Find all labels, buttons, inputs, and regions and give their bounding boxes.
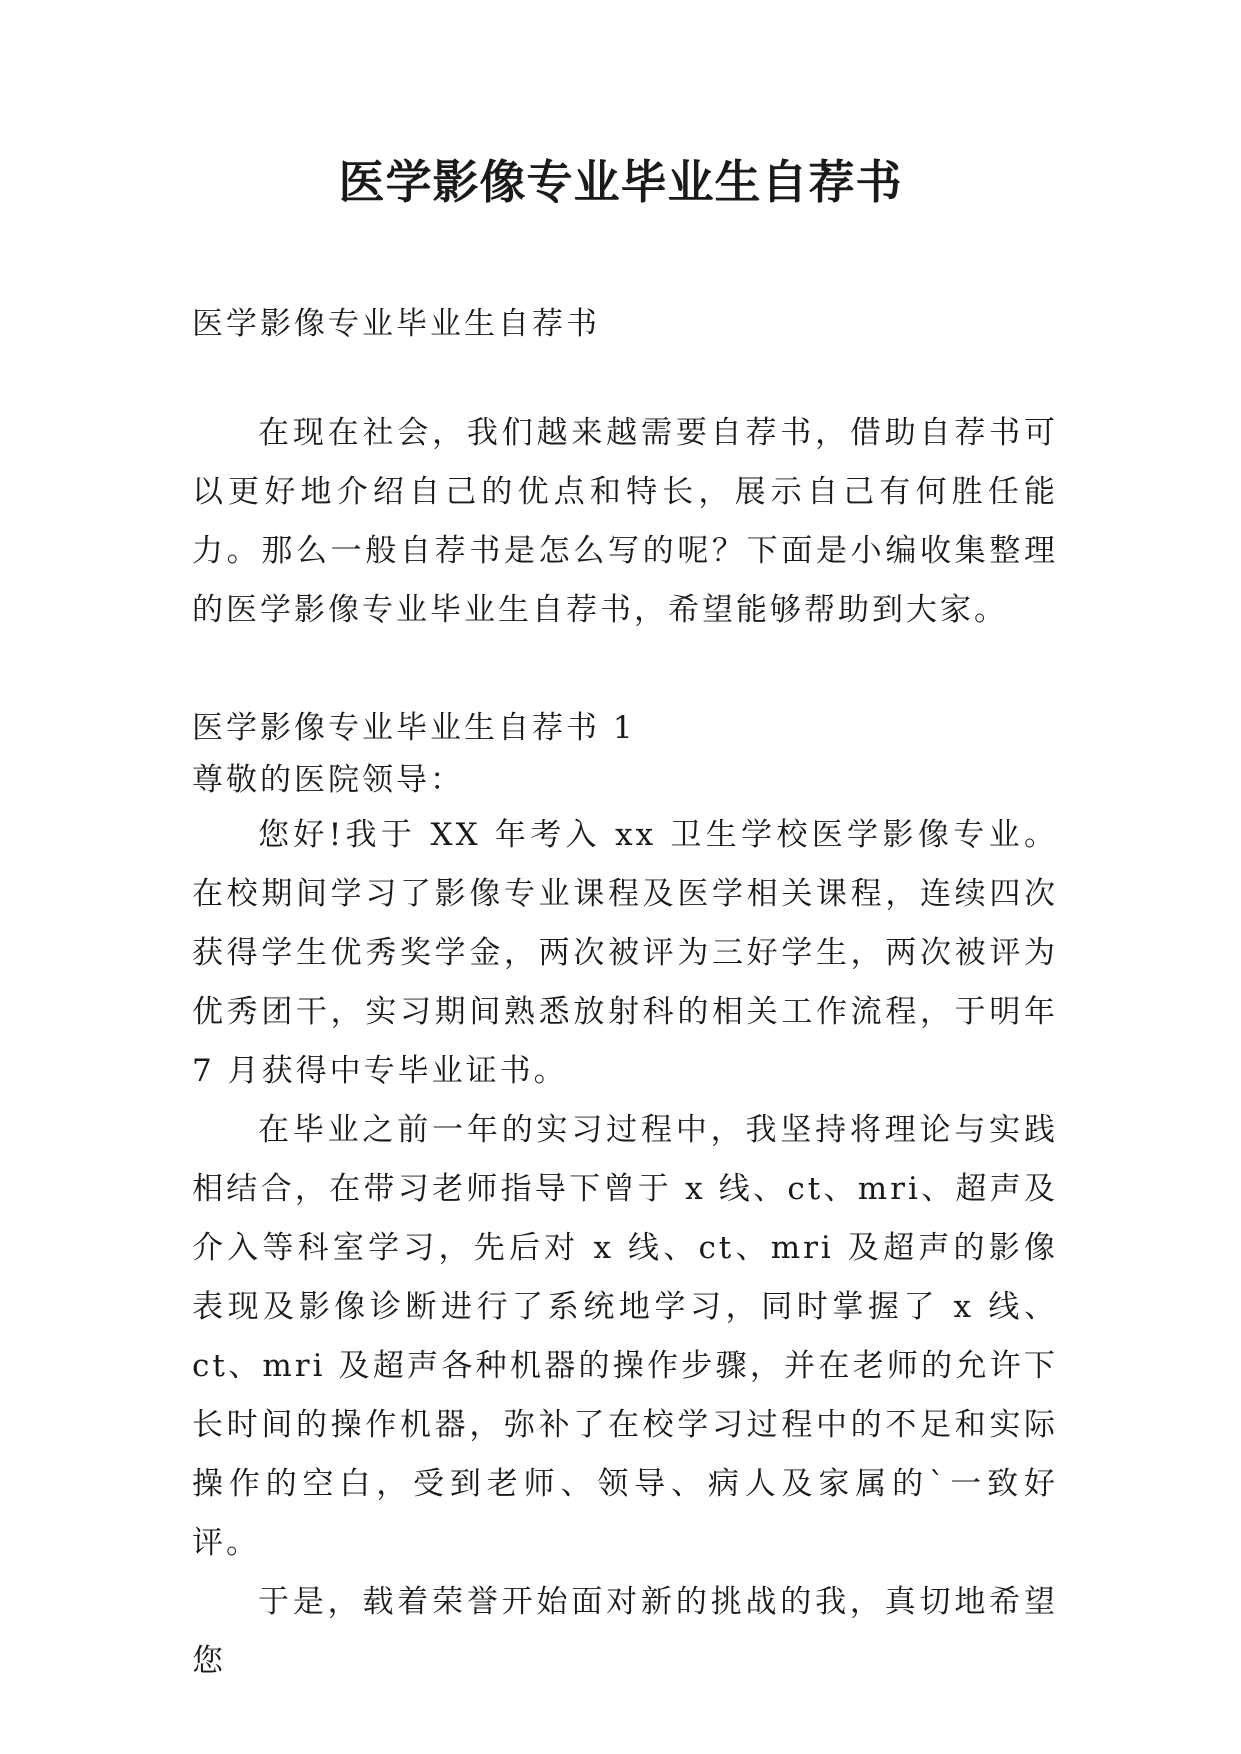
letter-salutation: 尊敬的医院领导： [192,762,464,798]
document-title: 医学影像专业毕业生自荐书 [338,155,903,209]
intro-paragraph: 在现在社会，我们越来越需要自荐书，借助自荐书可以更好地介绍自己的优点和特长，展示自己有何胜任能力。那么一般自荐书是怎么写的呢？下面是小编收集整理的医学影像专业毕业生自荐书，希望能够帮助到大家。 [192,415,1058,628]
subtitle-text: 医学影像专业毕业生自荐书 [192,306,600,342]
letter-heading: 医学影像专业毕业生自荐书 1 [192,710,636,746]
letter-paragraph-2: 在毕业之前一年的实习过程中，我坚持将理论与实践相结合，在带习老师指导下曾于 x 线、ct、mri、超声及介入等科室学习，先后对 x 线、ct、mri 及超声的影像表现及影像诊断进行了系统地学习，同时掌握了 x 线、ct、mri 及超声各种机器的操作步骤，并在老师的允许下长时间的操作机器，弥补了在校学习过程中的不足和实际操作的空白，受到老师、领导、病人及家属的`一致好评。 [192,1112,1058,1561]
intro-section [192,404,1058,640]
letter-section [192,702,1058,1691]
document-subtitle [192,300,1058,348]
letter-paragraph-3: 于是，载着荣誉开始面对新的挑战的我，真切地希望您 [192,1584,1058,1679]
letter-paragraph-1: 您好!我于 XX 年考入 xx 卫生学校医学影像专业。在校期间学习了影像专业课程及医学相关课程，连续四次获得学生优秀奖学金，两次被评为三好学生，两次被评为优秀团干，实习期间熟悉放射科的相关工作流程，于明年 7 月获得中专毕业证书。 [192,817,1058,1089]
